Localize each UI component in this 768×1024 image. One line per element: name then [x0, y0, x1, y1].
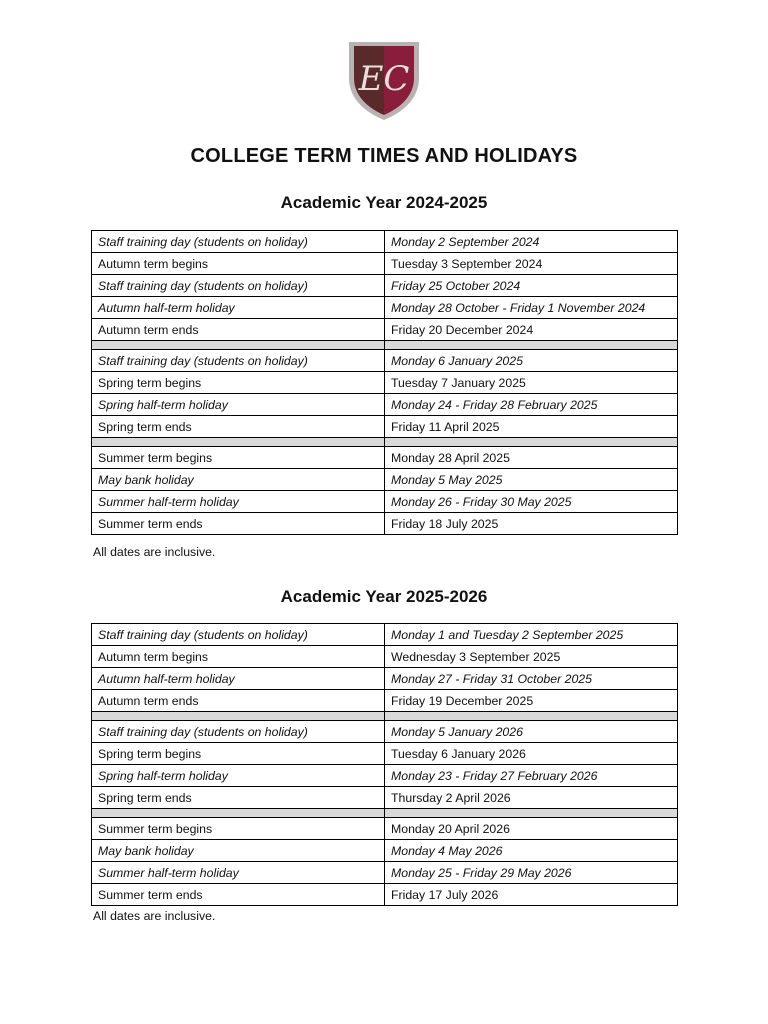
event-cell: Summer half-term holiday	[92, 491, 385, 513]
event-cell: Staff training day (students on holiday)	[92, 624, 385, 646]
event-cell: Staff training day (students on holiday)	[92, 721, 385, 743]
event-cell: Staff training day (students on holiday)	[92, 350, 385, 372]
table-row	[92, 372, 678, 394]
date-cell: Monday 5 May 2025	[385, 469, 678, 491]
table-row	[92, 743, 678, 765]
table-row	[92, 416, 678, 438]
table-row	[92, 513, 678, 535]
event-cell: Summer half-term holiday	[92, 862, 385, 884]
table-row	[92, 469, 678, 491]
table-row	[92, 231, 678, 253]
event-cell: Spring half-term holiday	[92, 394, 385, 416]
event-cell: Autumn term ends	[92, 319, 385, 341]
table-row	[92, 884, 678, 906]
date-cell: Monday 28 October - Friday 1 November 2024	[385, 297, 678, 319]
date-cell: Monday 6 January 2025	[385, 350, 678, 372]
table-row	[92, 690, 678, 712]
event-cell: Autumn term begins	[92, 253, 385, 275]
inclusive-dates-note: All dates are inclusive.	[93, 545, 216, 559]
event-cell: Autumn term begins	[92, 646, 385, 668]
term-separator-row	[92, 809, 678, 818]
date-cell: Monday 23 - Friday 27 February 2026	[385, 765, 678, 787]
date-cell: Monday 27 - Friday 31 October 2025	[385, 668, 678, 690]
table-row	[92, 394, 678, 416]
date-cell: Monday 24 - Friday 28 February 2025	[385, 394, 678, 416]
term-table-2025-2026	[91, 623, 678, 906]
event-cell: Autumn half-term holiday	[92, 297, 385, 319]
date-cell: Friday 18 July 2025	[385, 513, 678, 535]
date-cell: Monday 26 - Friday 30 May 2025	[385, 491, 678, 513]
date-cell: Friday 25 October 2024	[385, 275, 678, 297]
term-separator-row	[92, 341, 678, 350]
date-cell: Tuesday 3 September 2024	[385, 253, 678, 275]
date-cell: Tuesday 6 January 2026	[385, 743, 678, 765]
event-cell: Autumn half-term holiday	[92, 668, 385, 690]
document-title: COLLEGE TERM TIMES AND HOLIDAYS	[190, 145, 578, 167]
table-row	[92, 668, 678, 690]
date-cell: Monday 2 September 2024	[385, 231, 678, 253]
table-row	[92, 646, 678, 668]
table-row	[92, 818, 678, 840]
event-cell: Spring term begins	[92, 743, 385, 765]
table-row	[92, 862, 678, 884]
table-row	[92, 787, 678, 809]
date-cell: Monday 28 April 2025	[385, 447, 678, 469]
table-row	[92, 447, 678, 469]
year-heading-2025-2026: Academic Year 2025-2026	[280, 587, 488, 606]
event-cell: Summer term begins	[92, 818, 385, 840]
table-row	[92, 840, 678, 862]
date-cell: Friday 17 July 2026	[385, 884, 678, 906]
table-row	[92, 297, 678, 319]
date-cell: Monday 1 and Tuesday 2 September 2025	[385, 624, 678, 646]
inclusive-dates-note: All dates are inclusive.	[93, 909, 216, 923]
date-cell: Tuesday 7 January 2025	[385, 372, 678, 394]
event-cell: May bank holiday	[92, 840, 385, 862]
event-cell: Spring term begins	[92, 372, 385, 394]
table-row	[92, 491, 678, 513]
college-crest-logo	[346, 38, 422, 122]
year-heading-2024-2025: Academic Year 2024-2025	[280, 193, 488, 212]
crest-monogram: EC	[358, 59, 410, 99]
table-row	[92, 350, 678, 372]
event-cell: Summer term begins	[92, 447, 385, 469]
term-separator-row	[92, 438, 678, 447]
event-cell: Summer term ends	[92, 884, 385, 906]
event-cell: Spring term ends	[92, 787, 385, 809]
date-cell: Friday 20 December 2024	[385, 319, 678, 341]
date-cell: Monday 4 May 2026	[385, 840, 678, 862]
date-cell: Friday 11 April 2025	[385, 416, 678, 438]
table-row	[92, 275, 678, 297]
event-cell: Summer term ends	[92, 513, 385, 535]
date-cell: Thursday 2 April 2026	[385, 787, 678, 809]
event-cell: Spring half-term holiday	[92, 765, 385, 787]
event-cell: Staff training day (students on holiday)	[92, 275, 385, 297]
event-cell: Autumn term ends	[92, 690, 385, 712]
table-row	[92, 721, 678, 743]
date-cell: Monday 5 January 2026	[385, 721, 678, 743]
date-cell: Friday 19 December 2025	[385, 690, 678, 712]
event-cell: Spring term ends	[92, 416, 385, 438]
event-cell: May bank holiday	[92, 469, 385, 491]
table-row	[92, 319, 678, 341]
term-separator-row	[92, 712, 678, 721]
table-row	[92, 624, 678, 646]
date-cell: Wednesday 3 September 2025	[385, 646, 678, 668]
table-row	[92, 765, 678, 787]
event-cell: Staff training day (students on holiday)	[92, 231, 385, 253]
term-table-2024-2025	[91, 230, 678, 535]
table-row	[92, 253, 678, 275]
date-cell: Monday 20 April 2026	[385, 818, 678, 840]
date-cell: Monday 25 - Friday 29 May 2026	[385, 862, 678, 884]
